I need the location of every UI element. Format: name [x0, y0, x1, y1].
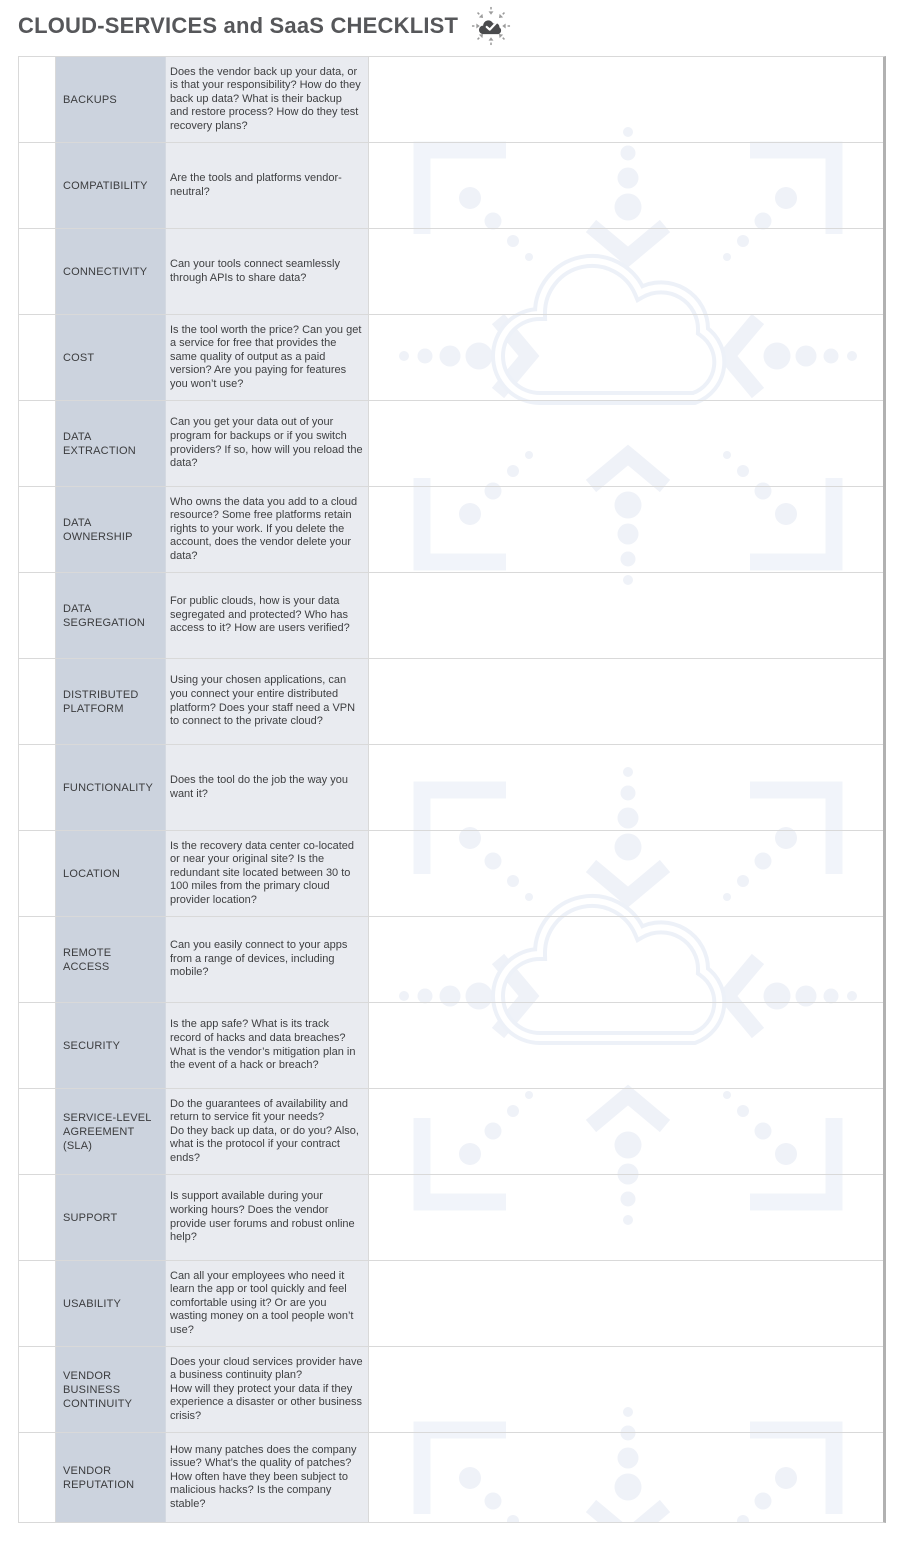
notes-cell[interactable]	[369, 1347, 883, 1432]
category-label: DATA SEGREGATION	[63, 602, 146, 629]
category-label: FUNCTIONALITY	[63, 781, 153, 794]
category-label: COST	[63, 351, 95, 364]
category-cell	[56, 487, 166, 572]
notes-cell[interactable]	[369, 1003, 883, 1088]
category-label: COMPATIBILITY	[63, 179, 148, 192]
question-text: Is the app safe? What is its track record of hacks and data breaches? What is the vendor’s mitigation plan in the event of a hack or breach?	[170, 1018, 356, 1072]
question-cell	[166, 57, 369, 142]
table-row	[19, 917, 883, 1003]
question-text: Who owns the data you add to a cloud resource? Some free platforms retain rights to your work. If you delete the account, does the vendor delete your data?	[170, 495, 358, 562]
question-text: Do the guarantees of availability and return to service fit your needs? Do they back up data, or do you? Also, what is the protocol if your contract ends?	[170, 1097, 359, 1164]
notes-cell[interactable]	[369, 659, 883, 744]
question-text: Can your tools connect seamlessly through APIs to share data?	[170, 257, 340, 284]
category-cell	[56, 57, 166, 142]
category-cell	[56, 1347, 166, 1432]
row-mark-cell[interactable]	[19, 143, 56, 228]
category-label: BACKUPS	[63, 93, 117, 106]
notes-cell[interactable]	[369, 1175, 883, 1260]
table-row	[19, 659, 883, 745]
notes-cell[interactable]	[369, 745, 883, 830]
row-mark-cell[interactable]	[19, 487, 56, 572]
notes-cell[interactable]	[369, 57, 883, 142]
category-cell	[56, 1433, 166, 1522]
question-cell	[166, 229, 369, 314]
question-cell	[166, 401, 369, 486]
question-text: Is the tool worth the price? Can you get a service for free that provides the same quality of output as a paid version? Are you paying for features you won’t use?	[170, 323, 362, 390]
category-cell	[56, 573, 166, 658]
question-text: Can you easily connect to your apps from a range of devices, including mobile?	[170, 939, 348, 979]
question-cell	[166, 1433, 369, 1522]
row-mark-cell[interactable]	[19, 315, 56, 400]
row-mark-cell[interactable]	[19, 57, 56, 142]
question-cell	[166, 573, 369, 658]
question-cell	[166, 315, 369, 400]
table-row	[19, 1003, 883, 1089]
question-text: Is support available during your working hours? Does the vendor provide user forums and robust online help?	[170, 1190, 355, 1244]
notes-cell[interactable]	[369, 573, 883, 658]
table-row	[19, 229, 883, 315]
notes-cell[interactable]	[369, 487, 883, 572]
checklist-table	[18, 56, 886, 1523]
row-mark-cell[interactable]	[19, 831, 56, 916]
category-label: SECURITY	[63, 1039, 121, 1052]
question-cell	[166, 1175, 369, 1260]
category-cell	[56, 143, 166, 228]
question-text: Does the tool do the job the way you want it?	[170, 773, 348, 800]
row-mark-cell[interactable]	[19, 573, 56, 658]
question-text: How many patches does the company issue? What’s the quality of patches? How often have they been subject to malicious hacks? Is the company stable?	[170, 1443, 357, 1510]
row-mark-cell[interactable]	[19, 1261, 56, 1346]
question-text: Does the vendor back up your data, or is that your responsibility? How do they back up data? What is their backup and restore process? How do they test recovery plans?	[170, 65, 361, 132]
question-text: For public clouds, how is your data segregated and protected? Who has access to it? How are users verified?	[170, 595, 350, 635]
checklist-rows	[19, 57, 883, 1522]
category-cell	[56, 917, 166, 1002]
category-cell	[56, 745, 166, 830]
notes-cell[interactable]	[369, 917, 883, 1002]
table-row	[19, 745, 883, 831]
category-cell	[56, 315, 166, 400]
cloud-arrows-icon	[468, 6, 514, 46]
row-mark-cell[interactable]	[19, 745, 56, 830]
table-row	[19, 573, 883, 659]
question-text: Can you get your data out of your program for backups or if you switch providers? If so, how will you reload the data?	[170, 416, 363, 470]
question-text: Can all your employees who need it learn the app or tool quickly and feel comfortable using it? Or are you wasting money on a tool people won’t use?	[170, 1269, 354, 1336]
notes-cell[interactable]	[369, 315, 883, 400]
table-row	[19, 831, 883, 917]
category-label: DISTRIBUTED PLATFORM	[63, 688, 139, 715]
notes-cell[interactable]	[369, 143, 883, 228]
page-header	[0, 0, 905, 42]
category-label: LOCATION	[63, 867, 121, 880]
category-cell	[56, 1003, 166, 1088]
row-mark-cell[interactable]	[19, 659, 56, 744]
category-cell	[56, 1261, 166, 1346]
table-row	[19, 315, 883, 401]
category-label: DATA EXTRACTION	[63, 430, 136, 457]
category-label: SERVICE-LEVEL AGREEMENT (SLA)	[63, 1111, 152, 1152]
category-cell	[56, 831, 166, 916]
notes-cell[interactable]	[369, 1433, 883, 1522]
notes-cell[interactable]	[369, 401, 883, 486]
question-cell	[166, 1261, 369, 1346]
table-row	[19, 1433, 883, 1522]
category-cell	[56, 659, 166, 744]
row-mark-cell[interactable]	[19, 1347, 56, 1432]
table-row	[19, 487, 883, 573]
category-label: SUPPORT	[63, 1211, 118, 1224]
category-label: CONNECTIVITY	[63, 265, 148, 278]
question-cell	[166, 487, 369, 572]
table-row	[19, 57, 883, 143]
question-cell	[166, 917, 369, 1002]
question-text: Are the tools and platforms vendor-neutral?	[170, 171, 342, 198]
question-text: Using your chosen applications, can you connect your entire distributed platform? Does your staff need a VPN to connect to the private cloud?	[170, 674, 356, 728]
row-mark-cell[interactable]	[19, 229, 56, 314]
table-row	[19, 1261, 883, 1347]
table-row	[19, 1175, 883, 1261]
page-title: CLOUD-SERVICES and SaaS CHECKLIST	[18, 13, 459, 38]
row-mark-cell[interactable]	[19, 1003, 56, 1088]
row-mark-cell[interactable]	[19, 917, 56, 1002]
category-label: USABILITY	[63, 1297, 122, 1310]
notes-cell[interactable]	[369, 1261, 883, 1346]
table-row	[19, 1347, 883, 1433]
category-label: VENDOR BUSINESS CONTINUITY	[63, 1369, 133, 1410]
question-cell	[166, 1347, 369, 1432]
notes-cell[interactable]	[369, 229, 883, 314]
question-cell	[166, 659, 369, 744]
category-cell	[56, 229, 166, 314]
notes-cell[interactable]	[369, 1089, 883, 1174]
category-cell	[56, 401, 166, 486]
row-mark-cell[interactable]	[19, 1433, 56, 1522]
row-mark-cell[interactable]	[19, 1089, 56, 1174]
category-label: DATA OWNERSHIP	[63, 516, 133, 543]
category-label: VENDOR REPUTATION	[63, 1464, 135, 1491]
question-cell	[166, 143, 369, 228]
table-row	[19, 1089, 883, 1175]
question-text: Is the recovery data center co-located or near your original site? Is the redundant site located between 30 to 100 miles from the primary cloud provider location?	[170, 839, 355, 906]
question-cell	[166, 1003, 369, 1088]
table-row	[19, 401, 883, 487]
row-mark-cell[interactable]	[19, 1175, 56, 1260]
question-cell	[166, 745, 369, 830]
table-row	[19, 143, 883, 229]
category-cell	[56, 1175, 166, 1260]
category-cell	[56, 1089, 166, 1174]
question-text: Does your cloud services provider have a business continuity plan? How will they protect your data if they experience a disaster or other business crisis?	[170, 1355, 363, 1422]
category-label: REMOTE ACCESS	[63, 946, 112, 973]
question-cell	[166, 831, 369, 916]
question-cell	[166, 1089, 369, 1174]
row-mark-cell[interactable]	[19, 401, 56, 486]
notes-cell[interactable]	[369, 831, 883, 916]
